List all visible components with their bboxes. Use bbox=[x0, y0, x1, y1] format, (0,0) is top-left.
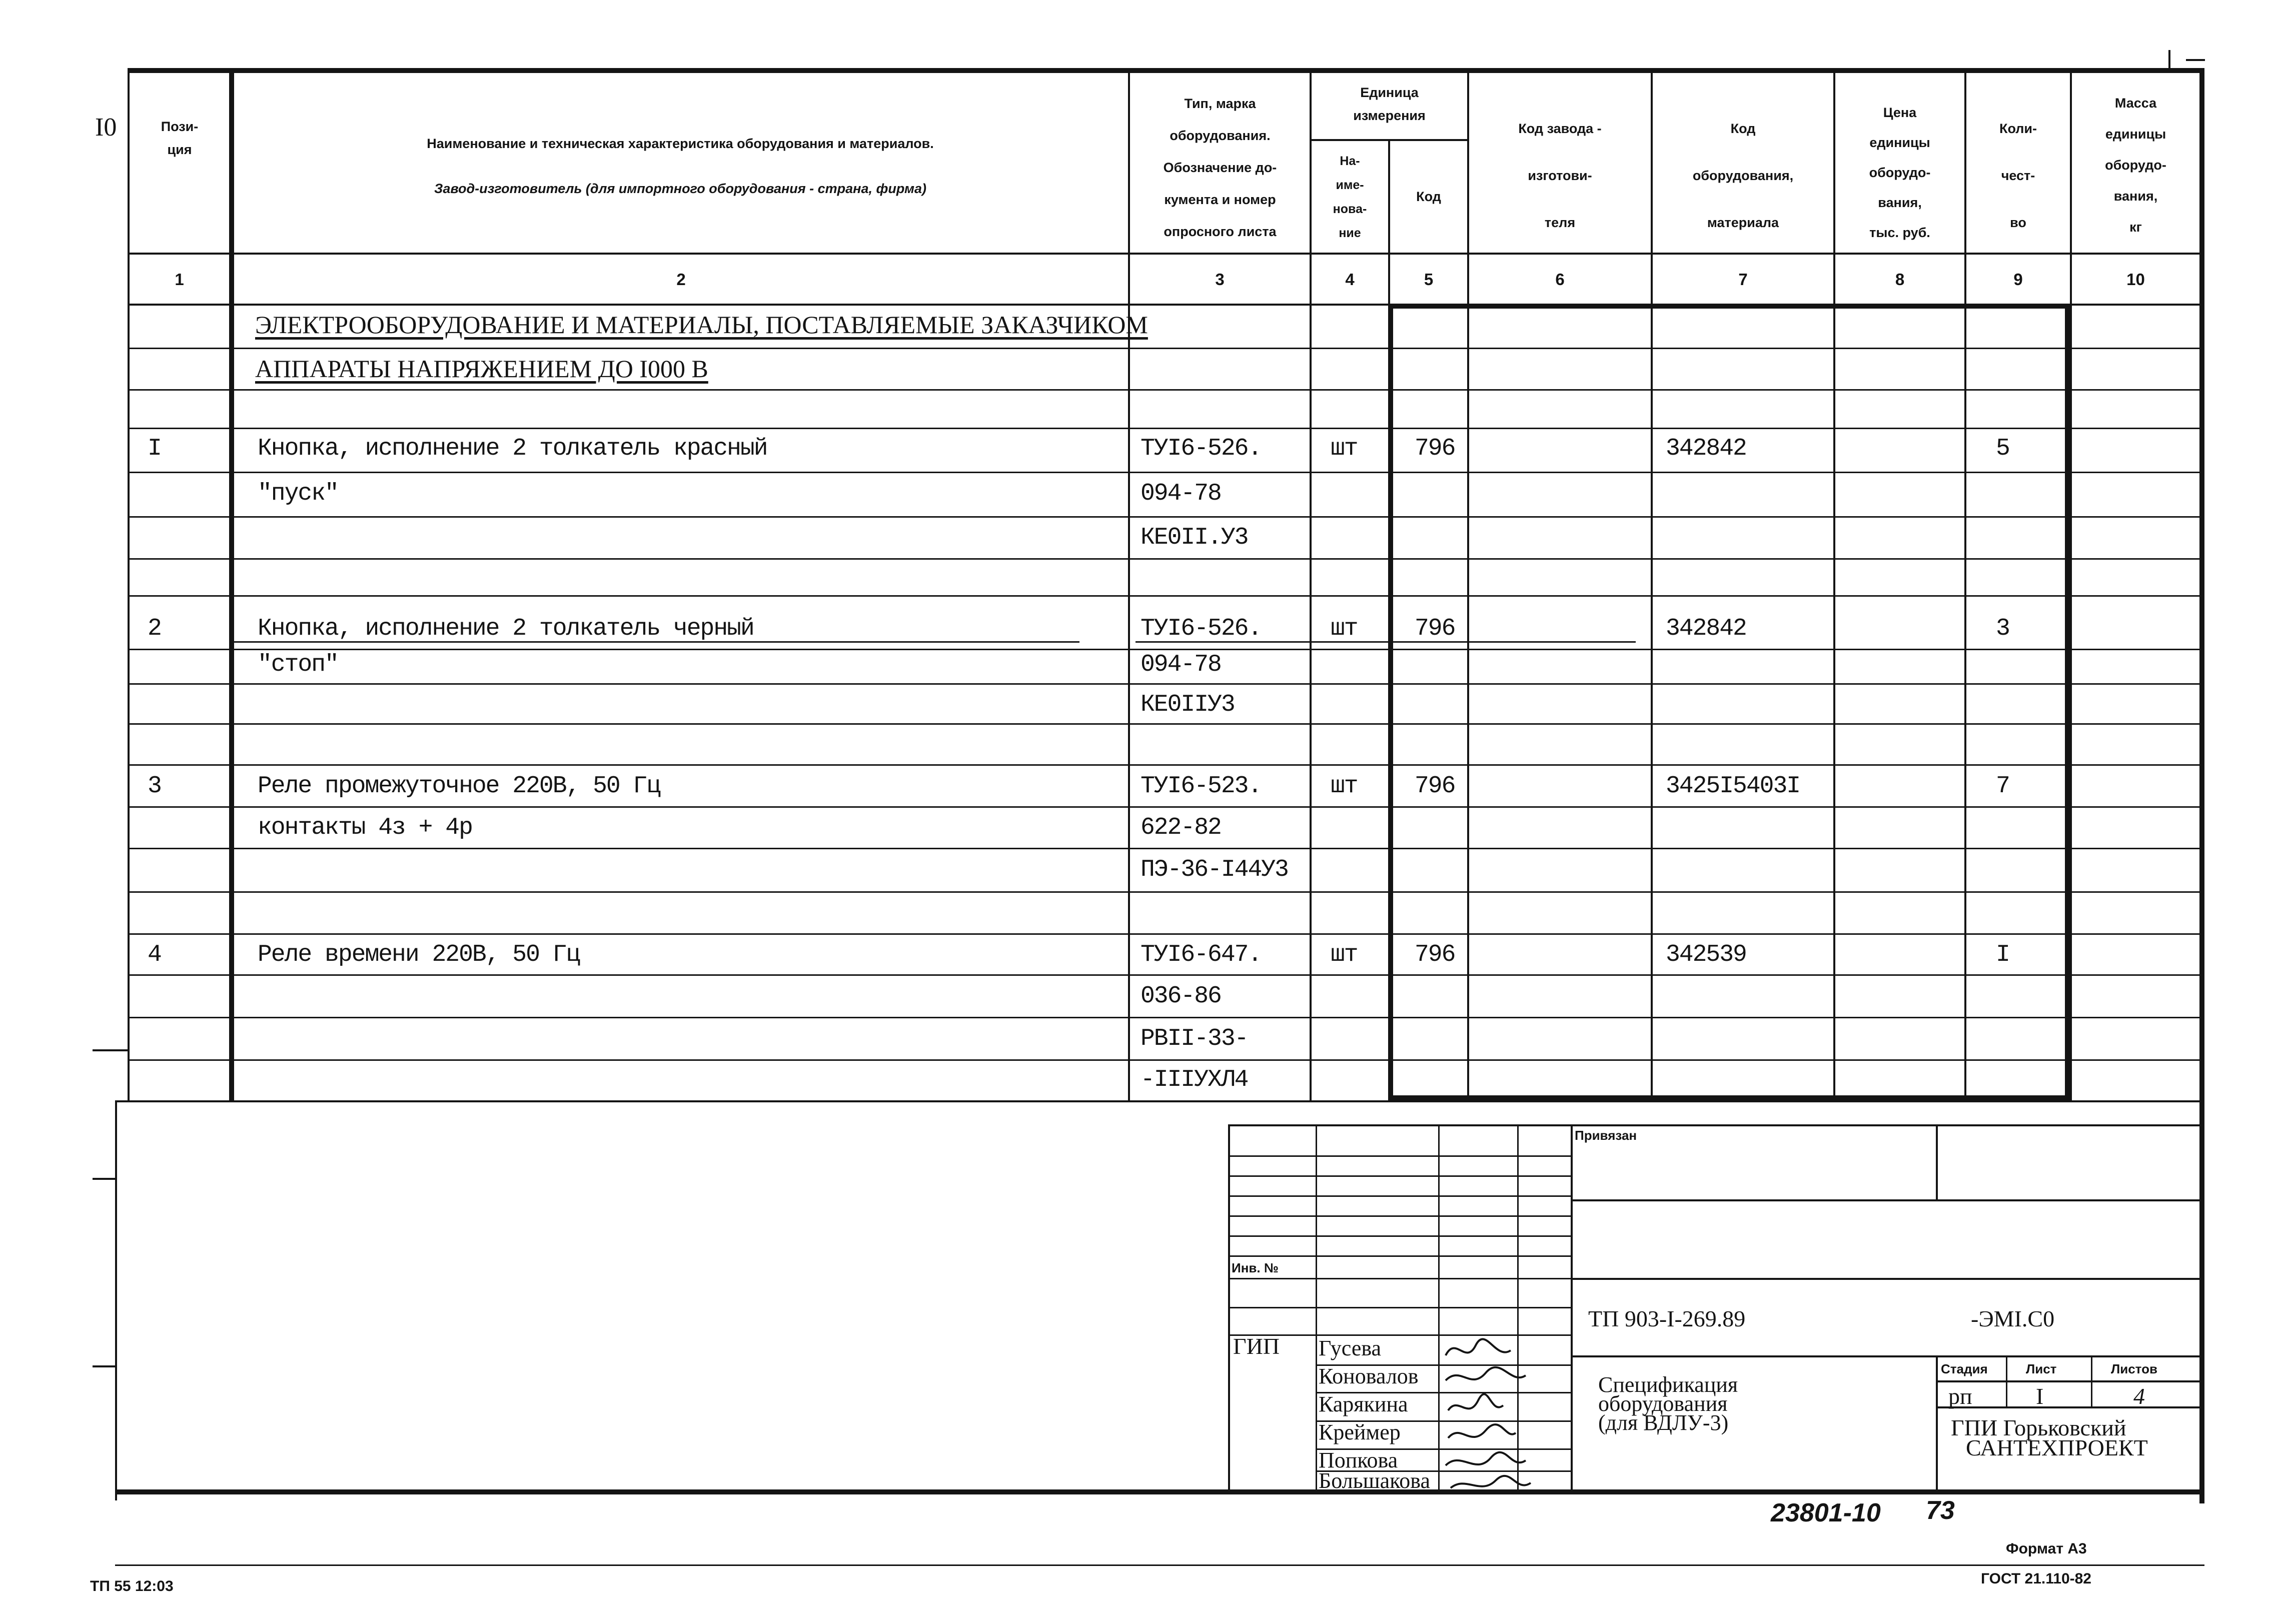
table-border-bottom bbox=[115, 1100, 2204, 1102]
row-line bbox=[128, 848, 2204, 849]
thick-block-top bbox=[1388, 304, 2070, 309]
colnum-3: 3 bbox=[1215, 270, 1225, 289]
col-sep-2 bbox=[1128, 68, 1130, 1100]
item-name: Реле промежуточное 220В, 50 Гц bbox=[258, 773, 660, 800]
table-border-right bbox=[2199, 68, 2204, 1503]
margin-tick bbox=[93, 1365, 115, 1367]
tb-grid-h bbox=[1228, 1215, 1571, 1217]
colnum-9: 9 bbox=[2013, 270, 2023, 289]
row-line bbox=[128, 558, 2204, 560]
header-bottom-line bbox=[128, 253, 2204, 255]
item-name: Кнопка, исполнение 2 толкатель черный bbox=[258, 615, 754, 642]
item-equip-code: 3425I5403I bbox=[1666, 773, 1800, 800]
item-type: ТУI6-526. bbox=[1141, 435, 1262, 462]
header-equip-code: Код оборудования, материала bbox=[1692, 121, 1794, 230]
doc-title: Спецификация оборудования (для ВДЛУ-3) bbox=[1598, 1372, 1738, 1435]
item-unit-code: 796 bbox=[1415, 773, 1455, 800]
tb-right-h bbox=[1571, 1355, 2204, 1357]
tb-stage-v bbox=[2091, 1355, 2092, 1406]
header-unit-name: На- име- нова- ние bbox=[1333, 154, 1367, 240]
staff-names-2: Карякина Креймер Попкова bbox=[1319, 1392, 1408, 1472]
colnum-5: 5 bbox=[1424, 270, 1434, 289]
frame-left bbox=[115, 1100, 117, 1500]
organization: ГПИ Горьковский САНТЕХПРОЕКТ bbox=[1951, 1415, 2148, 1460]
colnum-8: 8 bbox=[1895, 270, 1905, 289]
tb-grid-h bbox=[1228, 1155, 1571, 1157]
role-gip: ГИП bbox=[1233, 1333, 1280, 1359]
colnum-4: 4 bbox=[1345, 270, 1355, 289]
col-sep-1 bbox=[229, 68, 234, 1100]
item-position: 2 bbox=[148, 615, 161, 642]
item-type-3: РВII-33- bbox=[1141, 1025, 1248, 1052]
tb-left bbox=[1228, 1124, 1230, 1494]
item-type-3: ПЭ-36-I44У3 bbox=[1141, 856, 1288, 883]
tb-stage-h bbox=[1936, 1406, 2204, 1408]
item-type-4: -IIIУХЛ4 bbox=[1141, 1066, 1248, 1093]
item-position: I bbox=[148, 435, 161, 462]
colnum-1: 1 bbox=[175, 270, 184, 289]
row-line bbox=[128, 1059, 2204, 1061]
item-type-2: 036-86 bbox=[1141, 983, 1221, 1010]
print-code: ТП 55 12:03 bbox=[90, 1578, 174, 1594]
item-unit-code: 796 bbox=[1415, 615, 1455, 642]
item-type-2: 622-82 bbox=[1141, 814, 1221, 841]
header-unit-code: Код bbox=[1416, 189, 1441, 204]
tb-right-h bbox=[1571, 1278, 2204, 1280]
archive-number: 23801-10 bbox=[1771, 1498, 1881, 1527]
item-equip-code: 342842 bbox=[1666, 615, 1746, 642]
item-equip-code: 342842 bbox=[1666, 435, 1746, 462]
tb-stage-v bbox=[2006, 1355, 2007, 1406]
staff-names: Гусева Коновалов bbox=[1319, 1336, 1419, 1388]
corner-tick bbox=[2168, 50, 2170, 73]
colnum-7: 7 bbox=[1738, 270, 1748, 289]
tb-top bbox=[1228, 1124, 2204, 1126]
header-name: Наименование и техническая характеристика оборудования и материалов. Завод-изготовитель (для импортного оборудования - страна, фирма) bbox=[427, 136, 934, 196]
item-position: 4 bbox=[148, 941, 161, 968]
row-line bbox=[128, 649, 2204, 650]
row-line bbox=[128, 389, 2204, 391]
tb-right-v bbox=[1936, 1124, 1938, 1200]
item-unit-code: 796 bbox=[1415, 941, 1455, 968]
signatures-image bbox=[1441, 1325, 1571, 1495]
item-type-3: КЕ0IIУ3 bbox=[1141, 691, 1235, 718]
row-line bbox=[128, 683, 2204, 685]
header-quantity: Коли- чест- во bbox=[1999, 121, 2037, 230]
table-border-top bbox=[128, 68, 2204, 73]
archive-page: 73 bbox=[1926, 1496, 1955, 1525]
row-line bbox=[128, 472, 2204, 473]
tb-grid-h bbox=[1228, 1307, 1571, 1308]
item-position: 3 bbox=[148, 773, 161, 800]
stage-label: Стадия bbox=[1941, 1361, 1988, 1376]
row-line bbox=[128, 595, 2204, 597]
sheet-label: Лист bbox=[2026, 1361, 2057, 1376]
item-type-3: КЕ0II.У3 bbox=[1141, 524, 1248, 551]
row-line bbox=[128, 348, 2204, 349]
tb-stage-h bbox=[1936, 1380, 2204, 1382]
header-type: Тип, марка оборудования. Обозначение до- кумента и номер опросного листа bbox=[1163, 96, 1277, 239]
staff-name-last: Большакова bbox=[1319, 1468, 1430, 1493]
row-line bbox=[128, 806, 2204, 808]
tb-grid-h bbox=[1228, 1278, 1571, 1279]
header-price: Цена единицы оборудо- вания, тыс. руб. bbox=[1869, 105, 1931, 240]
row-line bbox=[128, 428, 2204, 429]
table-border-left bbox=[128, 68, 130, 1100]
sheets-label: Листов bbox=[2111, 1361, 2157, 1376]
item-unit: шт bbox=[1331, 435, 1358, 462]
bound-label: Привязан bbox=[1575, 1128, 1637, 1143]
tb-grid-v bbox=[1571, 1124, 1573, 1489]
section-title: ЭЛЕКТРООБОРУДОВАНИЕ И МАТЕРИАЛЫ, ПОСТАВЛЯЕМЫЕ ЗАКАЗЧИКОМ bbox=[255, 311, 1148, 339]
tb-right-h bbox=[1571, 1199, 2204, 1201]
header-unit-group: Единица измерения bbox=[1353, 85, 1426, 123]
colnum-2: 2 bbox=[676, 270, 686, 289]
item-name-2: "пуск" bbox=[258, 480, 338, 507]
thick-block-right bbox=[2065, 304, 2070, 1100]
item-qty: 5 bbox=[1996, 435, 2009, 462]
header-mass: Масса единицы оборудо- вания, кг bbox=[2105, 96, 2166, 235]
tb-grid-h bbox=[1228, 1195, 1571, 1197]
inv-label: Инв. № bbox=[1232, 1260, 1279, 1275]
row-line bbox=[128, 933, 2204, 935]
gost-label: ГОСТ 21.110-82 bbox=[1981, 1570, 2091, 1587]
tb-grid-h bbox=[1228, 1235, 1571, 1237]
row-line bbox=[128, 723, 2204, 725]
item-qty: 3 bbox=[1996, 615, 2009, 642]
item-type-2: 094-78 bbox=[1141, 651, 1221, 678]
tb-stage-v bbox=[1936, 1355, 1938, 1490]
doc-code: ТП 903-I-269.89 bbox=[1588, 1306, 1746, 1331]
thick-block-left bbox=[1388, 304, 1393, 1100]
thick-block-bottom bbox=[1388, 1095, 2070, 1100]
format-label: Формат А3 bbox=[2006, 1540, 2087, 1557]
tb-bottom bbox=[115, 1489, 2204, 1494]
footer-line bbox=[115, 1564, 2204, 1566]
item-type-2: 094-78 bbox=[1141, 480, 1221, 507]
item-name: Реле времени 220В, 50 Гц bbox=[258, 941, 580, 968]
item-name: Кнопка, исполнение 2 толкатель красный bbox=[258, 435, 767, 462]
row-line bbox=[128, 516, 2204, 518]
item-type: ТУI6-523. bbox=[1141, 773, 1262, 800]
margin-tick bbox=[93, 1049, 128, 1051]
row-line bbox=[128, 891, 2204, 893]
tb-grid-h bbox=[1228, 1255, 1571, 1257]
header-position: Пози- ция bbox=[161, 119, 199, 157]
item-equip-code: 342539 bbox=[1666, 941, 1746, 968]
unit-group-line bbox=[1310, 139, 1467, 141]
item-unit-code: 796 bbox=[1415, 435, 1455, 462]
item-qty: I bbox=[1996, 941, 2009, 968]
colnum-10: 10 bbox=[2126, 270, 2145, 289]
item-type: ТУI6-526. bbox=[1141, 615, 1262, 642]
section-subtitle: АППАРАТЫ НАПРЯЖЕНИЕМ ДО I000 В bbox=[255, 355, 708, 383]
item-name-2: контакты 4з + 4р bbox=[258, 814, 472, 841]
colnum-6: 6 bbox=[1555, 270, 1565, 289]
item-unit: шт bbox=[1331, 615, 1358, 642]
sheets-value: 4 bbox=[2133, 1383, 2145, 1409]
row-line bbox=[128, 1017, 2204, 1018]
sheet-value: I bbox=[2036, 1383, 2044, 1409]
item-unit: шт bbox=[1331, 941, 1358, 968]
item-type: ТУI6-647. bbox=[1141, 941, 1262, 968]
doc-suffix: -ЭМI.С0 bbox=[1971, 1306, 2055, 1331]
item-unit: шт bbox=[1331, 773, 1358, 800]
stage-value: рп bbox=[1948, 1383, 1972, 1409]
sheet-marker: I0 bbox=[95, 113, 117, 142]
margin-tick bbox=[93, 1178, 115, 1180]
item-qty: 7 bbox=[1996, 773, 2009, 800]
item-name-2: "стоп" bbox=[258, 651, 338, 678]
tb-grid-h bbox=[1228, 1175, 1571, 1177]
header-maker-code: Код завода - изготови- теля bbox=[1518, 121, 1602, 230]
corner-tick-h bbox=[2186, 59, 2205, 61]
row-line bbox=[128, 764, 2204, 766]
row-line bbox=[128, 974, 2204, 976]
